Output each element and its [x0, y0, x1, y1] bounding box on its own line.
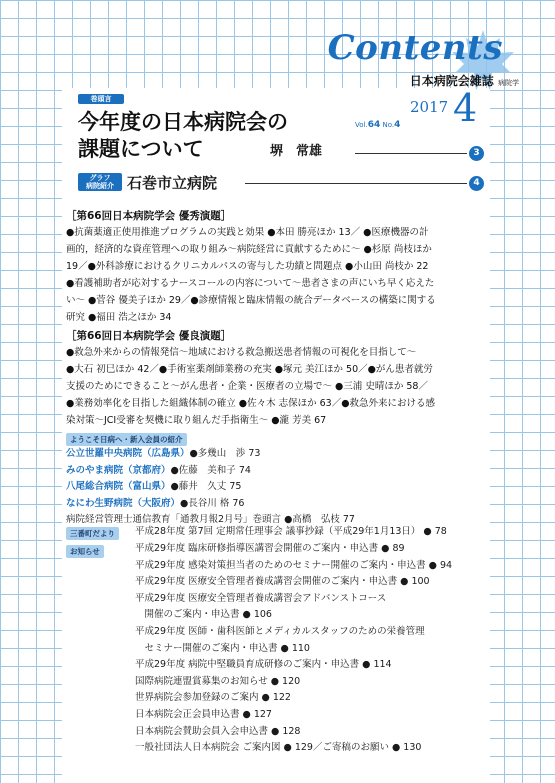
list-item[interactable]: 平成29年度 医療安全管理者養成講習会アドバンストコース [135, 592, 387, 604]
list-item[interactable]: い～ ●菅谷 優美子ほか 29／●診療情報と臨床情報の統合データベースの構築に関する [66, 295, 436, 306]
section2-heading: ［第66回日本病院学会 優良演題］ [66, 330, 232, 342]
welcome-tag: ようこそ日病へ・新入会員の紹介 [66, 433, 187, 446]
lead-article-author: 堺 常雄 [270, 144, 323, 159]
graph-article-page[interactable]: 4 [469, 176, 484, 191]
list-item[interactable]: 病院経営管理士通信教育「通教月報2月号」巻頭言 ●高橋 弘枝 77 [66, 514, 355, 525]
lead-article-title[interactable]: 今年度の日本病院会の 課題について [78, 109, 288, 161]
list-item[interactable]: みのやま病院（京都府）●佐藤 美和子 74 [66, 464, 251, 476]
issue-year: 2017 [410, 98, 449, 116]
lead-article-tag: 巻頭言 [78, 94, 124, 104]
list-item[interactable]: 平成29年度 病院中堅職員育成研修のご案内・申込書 ● 114 [135, 659, 392, 671]
welcome-list [66, 446, 486, 529]
list-item[interactable]: 画的，経済的な資産管理への取り組み～病院経営に貢献するために～ ●杉原 尚枝ほか [66, 244, 432, 255]
leader-line [245, 183, 467, 184]
issue-number: 4 [453, 86, 478, 130]
list-item[interactable]: 19／●外科診療におけるクリニカルパスの寄与した功績と問題点 ●小山田 尚枝か 22 [66, 261, 429, 272]
list-item[interactable]: 世界病院会参加登録のご案内 ● 122 [135, 692, 291, 704]
list-item[interactable]: ●抗菌薬適正使用推進プログラムの実践と効果 ●本田 勝亮ほか 13／ ●医療機器の計 [66, 227, 429, 238]
list-item[interactable]: 公立世羅中央病院（広島県）●多幾山 渉 73 [66, 448, 261, 459]
list-item[interactable]: ●救急外来からの情報発信～地域における救急搬送患者情報の可視化を目指して～ [66, 347, 417, 358]
volume-info: Vol.64 No.4 [355, 120, 401, 130]
oshirase-tag: お知らせ [66, 545, 104, 558]
list-item[interactable]: セミナー開催のご案内・申込書 ● 110 [135, 642, 310, 654]
list-item[interactable]: 国際病院連盟賞募集のお知らせ ● 120 [135, 675, 301, 687]
list-item[interactable]: 研究 ●福田 浩之ほか 34 [66, 312, 172, 323]
list-item[interactable]: 平成29年度 感染対策担当者のためのセミナー開催のご案内・申込書 ● 94 [135, 559, 453, 571]
list-item[interactable]: ●大石 初巳ほか 42／●手術室薬剤師業務の充実 ●塚元 美江ほか 50／●がん患者就労 [66, 364, 433, 375]
leader-line [355, 153, 467, 154]
sanbanme-tag: 三番町だより [66, 527, 119, 540]
list-item[interactable]: 日本病院会正会員申込書 ● 127 [135, 708, 272, 720]
section1-heading: ［第66回日本病院学会 優秀演題］ [66, 210, 232, 222]
section1-list [66, 224, 488, 326]
lead-article-page[interactable]: 3 [469, 146, 484, 161]
list-item[interactable]: 平成29年度 医師・歯科医師とメディカルスタッフのための栄養管理 [135, 625, 425, 637]
section2-list [66, 344, 488, 429]
graph-article-title[interactable]: 石巻市立病院 [127, 174, 218, 192]
list-item[interactable]: 平成29年度 医療安全管理者養成講習会開催のご案内・申込書 ● 100 [135, 576, 430, 588]
list-item[interactable]: 日本病院会賛助会員入会申込書 ● 128 [135, 725, 301, 737]
list-item[interactable]: 支援のためにできること～がん患者・企業・医療者の立場で～ ●三浦 史晴ほか 58／ [66, 381, 428, 392]
graph-article-tag: グラフ 病院紹介 [78, 173, 122, 191]
list-item[interactable]: 一般社団法人日本病院会 ご案内図 ● 129／ご寄稿のお願い ● 130 [135, 742, 422, 754]
list-item[interactable]: なにわ生野病院（大阪府）●長谷川 格 76 [66, 497, 245, 509]
list-item[interactable]: ●看護補助者が応対するナースコールの内容について～患者さまの声にいち早く応えた [66, 278, 435, 289]
magazine-name: 日本病院会雑誌 病院学 [409, 74, 519, 88]
list-item[interactable]: 開催のご案内・申込書 ● 106 [135, 609, 272, 621]
list-item[interactable]: ●業務効率化を目指した組織体制の確立 ●佐々木 志保ほか 63／●救急外来における感 [66, 398, 436, 409]
contents-title: Contents [327, 28, 503, 68]
sanbanme-item[interactable]: 平成28年度 第7回 定期常任理事会 議事抄録（平成29年1月13日） ● 78 [135, 526, 447, 537]
list-item[interactable]: 平成29年度 臨床研修指導医講習会開催のご案内・申込書 ● 89 [135, 543, 405, 554]
notice-list [135, 541, 480, 757]
list-item[interactable]: 染対策～JCI受審を契機に取り組んだ手指衛生～ ●瀧 芳美 67 [66, 415, 327, 426]
list-item[interactable]: 八尾総合病院（富山県）●藤井 久丈 75 [66, 481, 242, 492]
